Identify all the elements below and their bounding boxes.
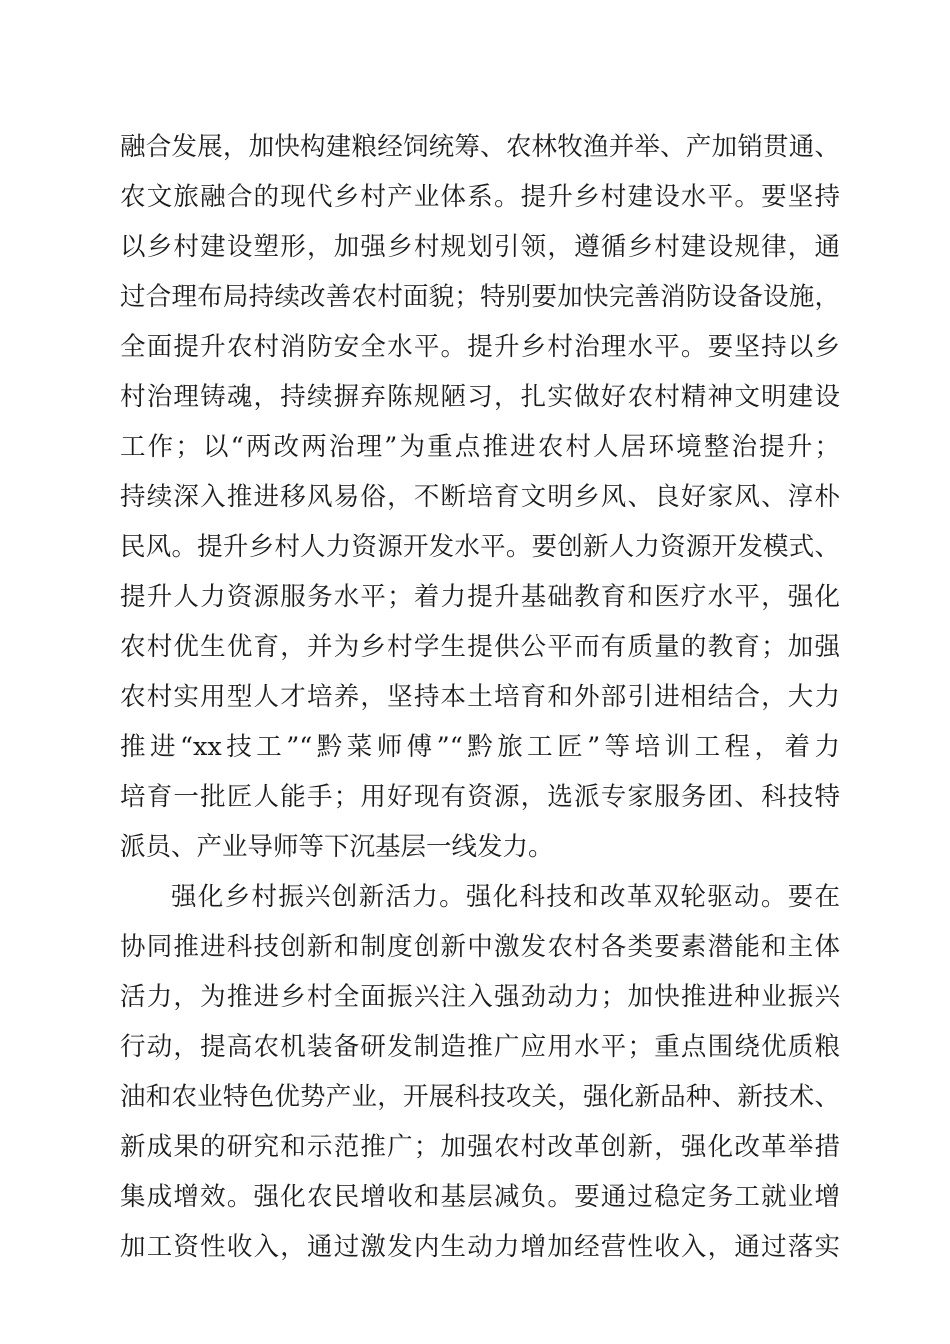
text-line: 加工资性收入，通过激发内生动力增加经营性收入，通过落实 xyxy=(120,1232,840,1262)
text-line: 活力，为推进乡村全面振兴注入强劲动力；加快推进种业振兴 xyxy=(120,982,840,1012)
text-line: 民风。提升乡村人力资源开发水平。要创新人力资源开发模式、 xyxy=(120,532,840,562)
paragraph xyxy=(120,122,840,872)
text-line: 工作；以“两改两治理”为重点推进农村人居环境整治提升； xyxy=(120,432,840,462)
text-line: 提升人力资源服务水平；着力提升基础教育和医疗水平，强化 xyxy=(120,582,840,612)
text-line: 过合理布局持续改善农村面貌；特别要加快完善消防设备设施， xyxy=(120,282,840,312)
text-line: 强化乡村振兴创新活力。强化科技和改革双轮驱动。要在 xyxy=(171,882,840,912)
text-line: 派员、产业导师等下沉基层一线发力。 xyxy=(120,832,554,862)
text-line: 农村优生优育，并为乡村学生提供公平而有质量的教育；加强 xyxy=(120,632,840,662)
text-line: 集成增效。强化农民增收和基层减负。要通过稳定务工就业增 xyxy=(120,1182,840,1212)
text-line: 培育一批匠人能手；用好现有资源，选派专家服务团、科技特 xyxy=(120,782,840,812)
text-line: 持续深入推进移风易俗，不断培育文明乡风、良好家风、淳朴 xyxy=(120,482,840,512)
text-line: 农文旅融合的现代乡村产业体系。提升乡村建设水平。要坚持 xyxy=(120,182,840,212)
text-line: 融合发展，加快构建粮经饲统筹、农林牧渔并举、产加销贯通、 xyxy=(120,132,840,162)
text-line: 村治理铸魂，持续摒弃陈规陋习，扎实做好农村精神文明建设 xyxy=(120,382,840,412)
document-body xyxy=(120,122,840,1272)
text-line: 行动，提高农机装备研发制造推广应用水平；重点围绕优质粮 xyxy=(120,1032,840,1062)
text-line: 油和农业特色优势产业，开展科技攻关，强化新品种、新技术、 xyxy=(120,1082,840,1112)
paragraph xyxy=(120,872,840,1272)
text-line: 推进“xx技工”“黔菜师傅”“黔旅工匠”等培训工程，着力 xyxy=(120,732,840,762)
text-line: 以乡村建设塑形，加强乡村规划引领，遵循乡村建设规律，通 xyxy=(120,232,840,262)
text-line: 协同推进科技创新和制度创新中激发农村各类要素潜能和主体 xyxy=(120,932,840,962)
text-line: 全面提升农村消防安全水平。提升乡村治理水平。要坚持以乡 xyxy=(120,332,840,362)
text-line: 农村实用型人才培养，坚持本土培育和外部引进相结合，大力 xyxy=(120,682,840,712)
text-line: 新成果的研究和示范推广；加强农村改革创新，强化改革举措 xyxy=(120,1132,840,1162)
